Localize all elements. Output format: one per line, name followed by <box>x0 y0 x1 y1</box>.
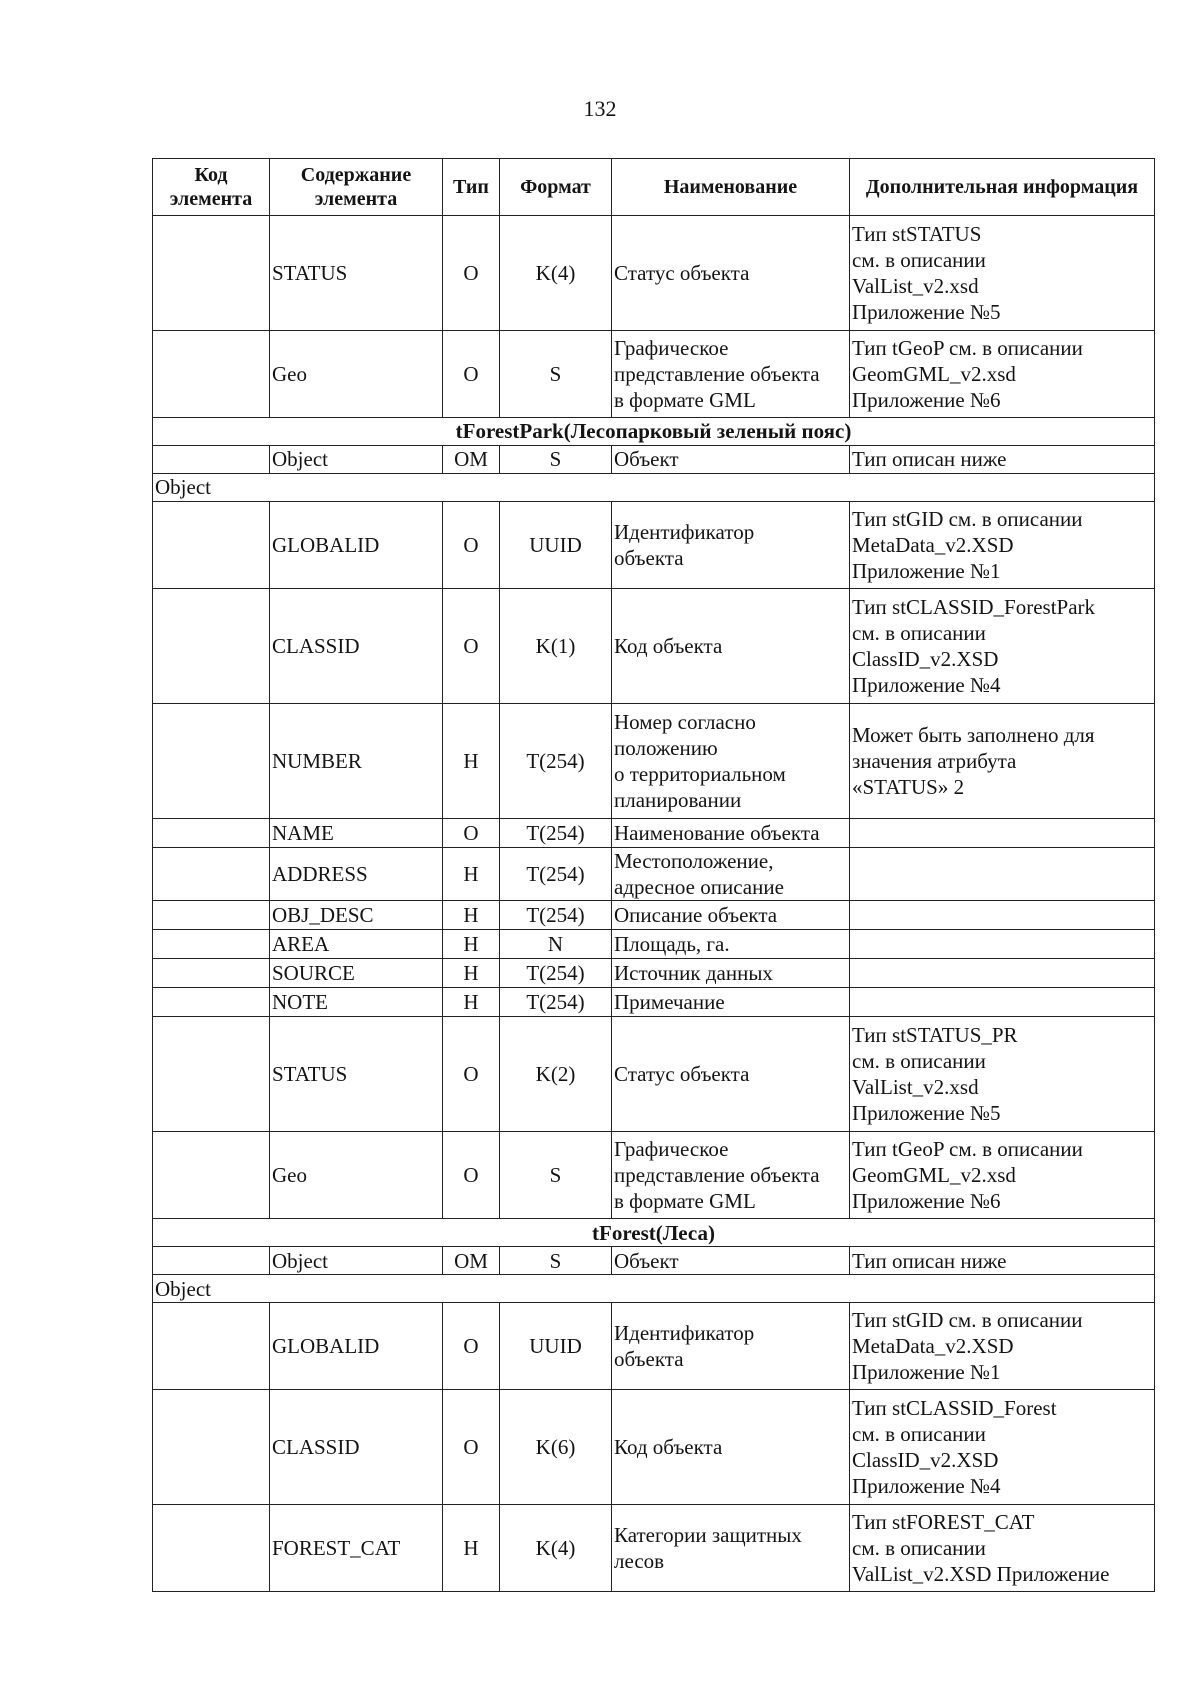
table-row <box>153 331 1155 418</box>
cell-format: UUID <box>500 1303 612 1390</box>
table-row <box>153 1017 1155 1132</box>
cell-info <box>850 988 1155 1017</box>
cell-format: T(254) <box>500 901 612 930</box>
cell-name: Источник данных <box>612 959 850 988</box>
cell-info: Тип stCLASSID_Forest см. в описании ClassID_v2.XSD Приложение №4 <box>850 1390 1155 1505</box>
cell-content: CLASSID <box>270 589 443 704</box>
cell-code <box>153 1505 270 1592</box>
cell-info: Тип stFOREST_CAT см. в описании ValList_v2.XSD Приложение <box>850 1505 1155 1592</box>
header-format: Формат <box>500 159 612 216</box>
cell-name: Категории защитных лесов <box>612 1505 850 1592</box>
table-header <box>153 159 1155 216</box>
table-row <box>153 930 1155 959</box>
cell-code <box>153 1303 270 1390</box>
cell-name: Графическое представление объекта в формате GML <box>612 331 850 418</box>
table-row <box>153 988 1155 1017</box>
cell-content: Object <box>270 446 443 474</box>
cell-info: Тип tGeoP см. в описании GeomGML_v2.xsd Приложение №6 <box>850 1132 1155 1219</box>
cell-type: O <box>443 1390 500 1505</box>
cell-code <box>153 1247 270 1275</box>
cell-format: S <box>500 446 612 474</box>
cell-name: Местоположение, адресное описание <box>612 848 850 901</box>
cell-code <box>153 446 270 474</box>
cell-type: H <box>443 704 500 819</box>
cell-name: Статус объекта <box>612 1017 850 1132</box>
cell-format: T(254) <box>500 819 612 848</box>
cell-type: O <box>443 819 500 848</box>
cell-content: Geo <box>270 1132 443 1219</box>
cell-info: Тип stSTATUS_PR см. в описании ValList_v2.xsd Приложение №5 <box>850 1017 1155 1132</box>
cell-name: Описание объекта <box>612 901 850 930</box>
cell-type: OM <box>443 446 500 474</box>
cell-content: CLASSID <box>270 1390 443 1505</box>
table-row <box>153 819 1155 848</box>
page-number: 132 <box>583 96 617 121</box>
cell-info <box>850 930 1155 959</box>
cell-info <box>850 848 1155 901</box>
header-content: Содержание элемента <box>270 159 443 216</box>
cell-info <box>850 901 1155 930</box>
cell-info: Тип stGID см. в описании MetaData_v2.XSD Приложение №1 <box>850 1303 1155 1390</box>
table-row <box>153 901 1155 930</box>
header-name: Наименование <box>612 159 850 216</box>
cell-name: Номер согласно положению о территориальном планировании <box>612 704 850 819</box>
cell-content: Geo <box>270 331 443 418</box>
group-header-row <box>153 474 1155 502</box>
table-row <box>153 1303 1155 1390</box>
cell-name: Графическое представление объекта в формате GML <box>612 1132 850 1219</box>
cell-content: FOREST_CAT <box>270 1505 443 1592</box>
cell-info: Тип stCLASSID_ForestPark см. в описании ClassID_v2.XSD Приложение №4 <box>850 589 1155 704</box>
table-row <box>153 589 1155 704</box>
group-header-row <box>153 1275 1155 1303</box>
cell-code <box>153 1017 270 1132</box>
header-type: Тип <box>443 159 500 216</box>
cell-type: O <box>443 1303 500 1390</box>
cell-name: Примечание <box>612 988 850 1017</box>
group-title: Object <box>153 1275 1155 1303</box>
cell-info: Тип stGID см. в описании MetaData_v2.XSD Приложение №1 <box>850 502 1155 589</box>
cell-code <box>153 704 270 819</box>
table-row <box>153 502 1155 589</box>
group-title: Object <box>153 474 1155 502</box>
cell-format: K(2) <box>500 1017 612 1132</box>
cell-type: H <box>443 959 500 988</box>
cell-code <box>153 589 270 704</box>
cell-content: STATUS <box>270 1017 443 1132</box>
cell-type: O <box>443 1017 500 1132</box>
cell-name: Идентификатор объекта <box>612 1303 850 1390</box>
cell-info: Тип stSTATUS см. в описании ValList_v2.xsd Приложение №5 <box>850 216 1155 331</box>
cell-info <box>850 959 1155 988</box>
cell-format: S <box>500 1132 612 1219</box>
table-body <box>153 216 1155 1592</box>
cell-content: SOURCE <box>270 959 443 988</box>
table-row <box>153 446 1155 474</box>
cell-code <box>153 1132 270 1219</box>
cell-type: O <box>443 216 500 331</box>
cell-type: O <box>443 1132 500 1219</box>
section-header-row <box>153 1219 1155 1247</box>
cell-content: NAME <box>270 819 443 848</box>
cell-format: K(1) <box>500 589 612 704</box>
cell-content: GLOBALID <box>270 502 443 589</box>
cell-format: T(254) <box>500 988 612 1017</box>
cell-info: Тип tGeoP см. в описании GeomGML_v2.xsd Приложение №6 <box>850 331 1155 418</box>
cell-content: Object <box>270 1247 443 1275</box>
cell-type: O <box>443 589 500 704</box>
cell-info: Тип описан ниже <box>850 446 1155 474</box>
cell-code <box>153 1390 270 1505</box>
table-row <box>153 704 1155 819</box>
cell-info: Может быть заполнено для значения атрибута «STATUS» 2 <box>850 704 1155 819</box>
cell-type: H <box>443 901 500 930</box>
cell-format: S <box>500 331 612 418</box>
cell-code <box>153 988 270 1017</box>
cell-info: Тип описан ниже <box>850 1247 1155 1275</box>
section-title: tForest(Леса) <box>153 1219 1155 1247</box>
table-row <box>153 216 1155 331</box>
cell-format: N <box>500 930 612 959</box>
cell-name: Код объекта <box>612 1390 850 1505</box>
cell-content: ADDRESS <box>270 848 443 901</box>
cell-type: O <box>443 331 500 418</box>
cell-code <box>153 819 270 848</box>
cell-content: NUMBER <box>270 704 443 819</box>
cell-type: H <box>443 930 500 959</box>
table-row <box>153 1390 1155 1505</box>
cell-content: STATUS <box>270 216 443 331</box>
cell-code <box>153 502 270 589</box>
cell-format: UUID <box>500 502 612 589</box>
cell-code <box>153 901 270 930</box>
table-row <box>153 959 1155 988</box>
header-info: Дополнительная информация <box>850 159 1155 216</box>
table-row <box>153 1247 1155 1275</box>
table-row <box>153 1132 1155 1219</box>
cell-content: NOTE <box>270 988 443 1017</box>
cell-type: O <box>443 502 500 589</box>
cell-name: Наименование объекта <box>612 819 850 848</box>
cell-type: H <box>443 988 500 1017</box>
section-header-row <box>153 418 1155 446</box>
cell-code <box>153 331 270 418</box>
cell-content: OBJ_DESC <box>270 901 443 930</box>
cell-format: S <box>500 1247 612 1275</box>
cell-type: H <box>443 848 500 901</box>
cell-code <box>153 930 270 959</box>
cell-format: K(4) <box>500 1505 612 1592</box>
cell-info <box>850 819 1155 848</box>
header-code: Код элемента <box>153 159 270 216</box>
cell-name: Объект <box>612 1247 850 1275</box>
table-row <box>153 848 1155 901</box>
cell-format: K(6) <box>500 1390 612 1505</box>
cell-format: T(254) <box>500 704 612 819</box>
cell-type: H <box>443 1505 500 1592</box>
cell-name: Идентификатор объекта <box>612 502 850 589</box>
cell-format: K(4) <box>500 216 612 331</box>
cell-name: Объект <box>612 446 850 474</box>
cell-content: AREA <box>270 930 443 959</box>
cell-code <box>153 959 270 988</box>
specification-table <box>152 158 1155 1592</box>
cell-name: Статус объекта <box>612 216 850 331</box>
table-row <box>153 1505 1155 1592</box>
cell-name: Код объекта <box>612 589 850 704</box>
cell-type: OM <box>443 1247 500 1275</box>
section-title: tForestPark(Лесопарковый зеленый пояс) <box>153 418 1155 446</box>
cell-format: T(254) <box>500 848 612 901</box>
cell-code <box>153 216 270 331</box>
cell-format: T(254) <box>500 959 612 988</box>
cell-content: GLOBALID <box>270 1303 443 1390</box>
cell-name: Площадь, га. <box>612 930 850 959</box>
cell-code <box>153 848 270 901</box>
